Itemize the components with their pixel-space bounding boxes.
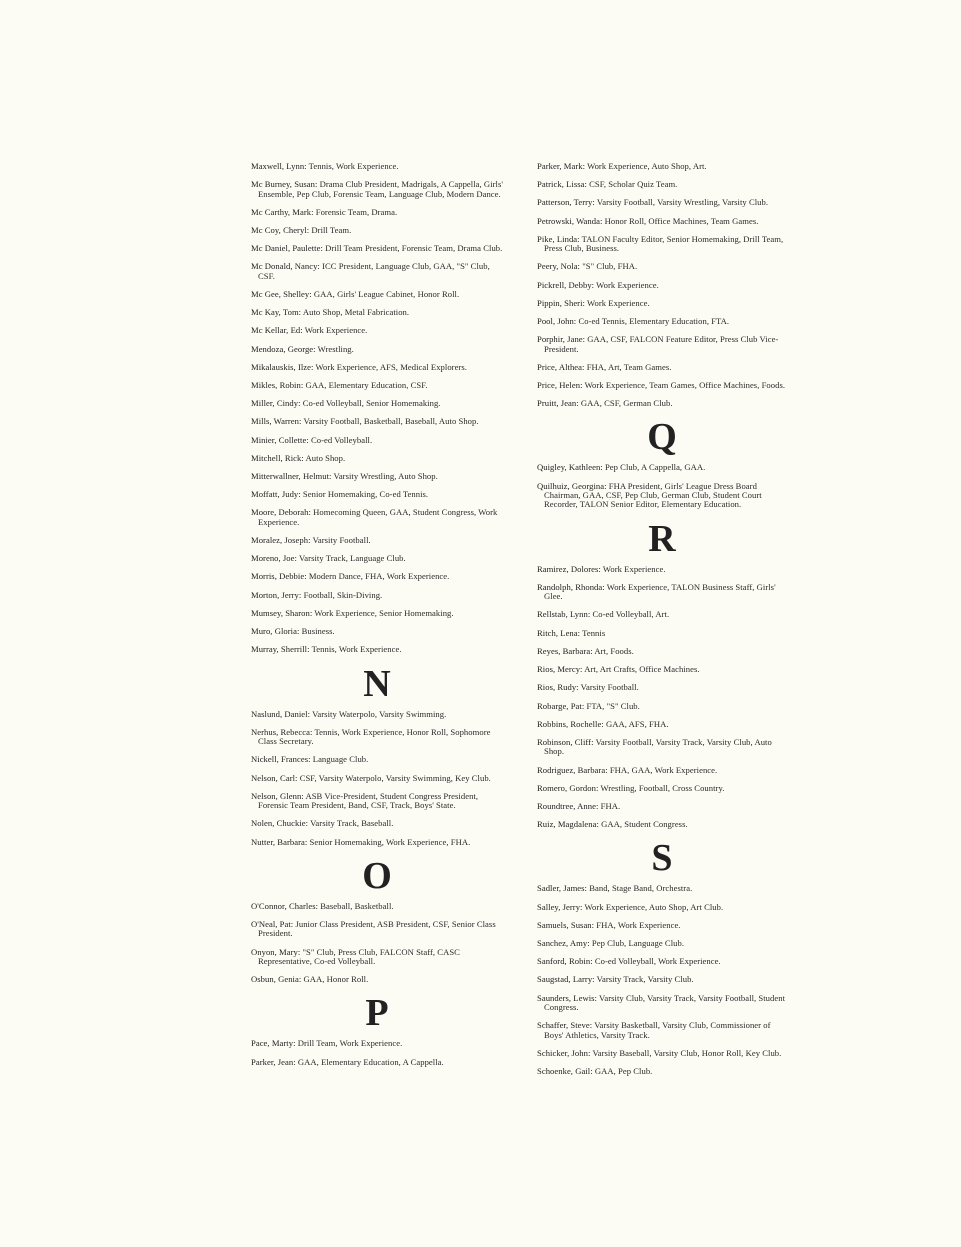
student-name: O'Neal, Pat: (251, 918, 294, 929)
student-entry (537, 335, 787, 354)
student-entry (251, 454, 503, 463)
student-activities: Varsity Wrestling, Auto Shop. (333, 471, 438, 482)
student-name: Mills, Warren: (251, 416, 302, 427)
student-activities: GAA, Pep Club. (594, 1065, 653, 1076)
student-name: Quigley, Kathleen: (537, 462, 603, 473)
student-entry (537, 565, 787, 574)
student-activities: Work Experience, Senior Homemaking. (314, 607, 454, 618)
student-name: Saunders, Lewis: (537, 992, 597, 1003)
student-activities: Work Experience, Team Games, Office Machines, Foods. (584, 380, 786, 391)
student-entry (251, 645, 503, 654)
student-name: Randolph, Rhonda: (537, 581, 605, 592)
student-name: Salley, Jerry: (537, 901, 583, 912)
student-activities: Co-ed Tennis, Elementary Education, FTA. (578, 316, 730, 327)
student-activities: Drill Team President, Forensic Team, Drama Club. (325, 243, 503, 254)
student-entry (251, 627, 503, 636)
student-entry (251, 308, 503, 317)
student-activities: Co-ed Volleyball. (311, 434, 373, 445)
student-name: Parker, Jean: (251, 1056, 296, 1067)
section-letter-heading: N (363, 662, 391, 705)
student-entry (537, 975, 787, 984)
student-entry (251, 417, 503, 426)
student-activities: CSF, Scholar Quiz Team. (589, 179, 678, 190)
student-name: Price, Helen: (537, 380, 583, 391)
student-name: Mc Burney, Susan: (251, 179, 318, 190)
student-name: O'Connor, Charles: (251, 900, 319, 911)
student-entry (537, 994, 787, 1013)
student-entry (251, 490, 503, 499)
student-name: Petrowski, Wanda: (537, 215, 603, 226)
student-entry (251, 948, 503, 967)
student-activities: Work Experience, TALON Business Staff, Girls' Glee. (544, 581, 776, 602)
student-name: Romero, Gordon: (537, 782, 599, 793)
student-activities: CSF, Varsity Waterpolo, Varsity Swimming, Key Club. (299, 772, 491, 783)
student-name: Minier, Collette: (251, 434, 309, 445)
student-activities: Co-ed Volleyball, Senior Homemaking. (302, 398, 441, 409)
student-entry (537, 463, 787, 472)
student-entry (537, 939, 787, 948)
student-name: Murray, Sherrill: (251, 644, 310, 655)
student-entry (251, 554, 503, 563)
student-activities: Work Experience. (602, 563, 666, 574)
student-name: Patrick, Lissa: (537, 179, 587, 190)
student-activities: Forensic Team, Drama. (315, 206, 398, 217)
student-entry (251, 326, 503, 335)
student-name: Mc Kay, Tom: (251, 307, 302, 318)
student-entry (251, 208, 503, 217)
student-entry (537, 1021, 787, 1040)
student-activities: Auto Shop, Metal Fabrication. (302, 307, 410, 318)
student-name: Pickrell, Debby: (537, 279, 595, 290)
student-entry (537, 381, 787, 390)
student-entry (537, 784, 787, 793)
student-activities: "S" Club, FHA. (582, 261, 638, 272)
student-activities: Work Experience. (304, 325, 368, 336)
student-name: Reyes, Barbara: (537, 645, 593, 656)
student-activities: Tennis, Work Experience, Honor Roll, Sophomore Class Secretary. (258, 726, 491, 747)
student-activities: Junior Class President, ASB President, CSF, Senior Class President. (258, 918, 496, 939)
student-name: Onyon, Mary: (251, 946, 301, 957)
section-letter-heading: R (648, 517, 676, 560)
student-activities: GAA, AFS, FHA. (605, 718, 669, 729)
student-entry (537, 629, 787, 638)
student-activities: GAA, Elementary Education, A Cappella. (297, 1056, 444, 1067)
student-name: Naslund, Daniel: (251, 708, 311, 719)
student-activities: Baseball, Basketball. (320, 900, 394, 911)
student-entry (251, 536, 503, 545)
student-activities: Varsity Club, Varsity Track, Varsity Football, Student Congress. (544, 992, 786, 1012)
student-entry (251, 774, 503, 783)
section-letter-heading: P (365, 992, 389, 1035)
section-letter-heading: Q (647, 416, 677, 459)
student-name: Sadler, James: (537, 883, 587, 894)
student-entry (251, 508, 503, 527)
student-name: Patterson, Terry: (537, 197, 595, 208)
student-entry (537, 820, 787, 829)
student-activities: FHA, Art, Team Games. (586, 361, 672, 372)
student-activities: Work Experience, Auto Shop, Art. (587, 161, 707, 171)
student-entry (537, 1049, 787, 1058)
student-name: Roundtree, Anne: (537, 800, 599, 811)
student-name: Rios, Rudy: (537, 682, 579, 693)
student-name: Rodriguez, Barbara: (537, 764, 608, 775)
student-name: Sanford, Robin: (537, 956, 593, 967)
student-entry (537, 299, 787, 308)
student-entry (537, 766, 787, 775)
student-entry (537, 317, 787, 326)
student-name: Nickell, Frances: (251, 754, 311, 765)
student-entry (251, 1058, 503, 1067)
student-activities: Auto Shop. (305, 452, 346, 463)
student-entry (537, 610, 787, 619)
student-name: Pool, John: (537, 316, 577, 327)
student-entry (537, 363, 787, 372)
student-entry (251, 902, 503, 911)
student-name: Miller, Cindy: (251, 398, 301, 409)
student-activities: FHA President, Girls' League Dress Board Chairman, GAA, CSF, Pep Club, German Club, Student Court Recorder, TALON Senior Editor, Elementary Education. (544, 480, 762, 510)
student-entry (537, 921, 787, 930)
student-name: Nutter, Barbara: (251, 836, 308, 847)
student-name: Nelson, Glenn: (251, 790, 304, 801)
student-name: Mitchell, Rick: (251, 452, 304, 463)
student-activities: Pep Club, Language Club. (591, 937, 685, 948)
student-activities: Co-ed Volleyball, Art. (592, 609, 670, 620)
student-activities: "S" Club, Press Club, FALCON Staff, CASC Representative, Co-ed Volleyball. (258, 946, 460, 966)
student-name: Moralez, Joseph: (251, 535, 311, 546)
student-name: Pike, Linda: (537, 233, 580, 244)
student-name: Robarge, Pat: (537, 700, 585, 711)
student-name: Schicker, John: (537, 1047, 591, 1058)
student-entry (251, 1039, 503, 1048)
student-name: Moreno, Joe: (251, 553, 297, 564)
student-activities: Varsity Football. (580, 682, 639, 693)
student-entry (251, 591, 503, 600)
student-entry (251, 381, 503, 390)
student-entry (537, 235, 787, 254)
student-activities: GAA, Girls' League Cabinet, Honor Roll. (313, 289, 460, 300)
student-activities: Drill Team. (311, 225, 352, 236)
student-name: Mc Coy, Cheryl: (251, 225, 310, 236)
student-name: Mc Daniel, Paulette: (251, 243, 323, 254)
student-name: Peery, Nola: (537, 261, 580, 272)
student-name: Mc Donald, Nancy: (251, 261, 320, 272)
student-activities: Varsity Track, Language Club. (299, 553, 406, 564)
student-activities: Work Experience, Auto Shop, Art Club. (584, 901, 724, 912)
student-entry (251, 472, 503, 481)
student-activities: Wrestling, Football, Cross Country. (600, 782, 725, 793)
student-activities: GAA, Student Congress. (601, 819, 688, 830)
student-entry (251, 399, 503, 408)
student-entry (537, 162, 787, 171)
student-name: Rios, Mercy: (537, 664, 583, 675)
student-activities: TALON Faculty Editor, Senior Homemaking, Drill Team, Press Club, Business. (544, 233, 784, 254)
student-entry (537, 738, 787, 757)
student-entry (251, 244, 503, 253)
student-activities: Business. (301, 626, 335, 637)
student-entry (537, 702, 787, 711)
student-activities: Art, Art Crafts, Office Machines. (584, 664, 700, 675)
student-name: Robbins, Rochelle: (537, 718, 604, 729)
student-name: Price, Althea: (537, 361, 585, 372)
student-entry (537, 217, 787, 226)
student-activities: Football, Skin-Diving. (303, 589, 383, 600)
student-name: Robinson, Cliff: (537, 736, 594, 747)
student-name: Nerhus, Rebecca: (251, 726, 313, 737)
student-entry (537, 884, 787, 893)
student-activities: Wrestling. (317, 343, 354, 354)
student-name: Porphir, Jane: (537, 334, 586, 345)
student-entry (537, 482, 787, 510)
student-name: Ramirez, Dolores: (537, 563, 601, 574)
student-entry (251, 819, 503, 828)
student-activities: Drill Team, Work Experience. (297, 1038, 403, 1049)
student-name: Mikalauskis, Ilze: (251, 361, 314, 372)
student-name: Pruitt, Jean: (537, 398, 579, 409)
student-activities: Honor Roll, Office Machines, Team Games. (604, 215, 759, 226)
student-activities: Varsity Basketball, Varsity Club, Commissioner of Boys' Athletics, Varsity Track. (544, 1020, 771, 1040)
student-name: Muro, Gloria: (251, 626, 300, 637)
student-name: Mc Kellar, Ed: (251, 325, 303, 336)
student-entry (537, 720, 787, 729)
student-name: Mumsey, Sharon: (251, 607, 313, 618)
student-activities: Work Experience. (596, 279, 659, 290)
student-entry (251, 436, 503, 445)
student-name: Samuels, Susan: (537, 919, 595, 930)
student-activities: GAA, Honor Roll. (303, 974, 369, 985)
left-column (251, 162, 503, 1076)
student-entry (537, 665, 787, 674)
student-entry (251, 290, 503, 299)
student-activities: Homecoming Queen, GAA, Student Congress, Work Experience. (258, 507, 498, 527)
student-activities: Varsity Football, Basketball, Baseball, Auto Shop. (303, 416, 479, 427)
student-name: Mendoza, George: (251, 343, 316, 354)
student-name: Mitterwallner, Helmut: (251, 471, 332, 482)
student-activities: Tennis, Work Experience. (311, 644, 402, 655)
student-activities: Art, Foods. (594, 645, 634, 656)
student-activities: Varsity Football, Varsity Wrestling, Varsity Club. (596, 197, 769, 208)
student-activities: Work Experience, AFS, Medical Explorers. (315, 361, 467, 372)
student-activities: FHA. (600, 800, 621, 811)
student-entry (537, 399, 787, 408)
student-entry (251, 792, 503, 811)
student-entry (251, 728, 503, 747)
student-name: Moffatt, Judy: (251, 489, 301, 500)
student-activities: Varsity Track, Varsity Club. (596, 974, 694, 985)
student-name: Pace, Marty: (251, 1038, 296, 1049)
student-entry (251, 755, 503, 764)
student-name: Quilhuiz, Georgina: (537, 480, 607, 491)
student-name: Mc Carthy, Mark: (251, 206, 314, 217)
student-entry (251, 262, 503, 281)
student-entry (537, 281, 787, 290)
student-activities: Modern Dance, FHA, Work Experience. (308, 571, 450, 582)
student-activities: Varsity Waterpolo, Varsity Swimming. (312, 708, 447, 719)
student-activities: Senior Homemaking, Work Experience, FHA. (309, 836, 471, 847)
student-name: Parker, Mark: (537, 161, 586, 171)
student-name: Schaffer, Steve: (537, 1020, 593, 1031)
student-name: Saugstad, Larry: (537, 974, 595, 985)
student-entry (537, 957, 787, 966)
student-activities: Varsity Baseball, Varsity Club, Honor Roll, Key Club. (592, 1047, 782, 1058)
student-entry (251, 226, 503, 235)
student-name: Mc Gee, Shelley: (251, 289, 312, 300)
section-letter-heading: S (651, 837, 673, 880)
student-entry (537, 583, 787, 602)
student-entry (251, 345, 503, 354)
student-activities: Co-ed Volleyball, Work Experience. (594, 956, 721, 967)
student-name: Ruiz, Magdalena: (537, 819, 599, 830)
student-entry (537, 903, 787, 912)
student-name: Pippin, Sheri: (537, 297, 585, 308)
student-activities: FHA, Work Experience. (596, 919, 681, 930)
student-entry (251, 609, 503, 618)
student-entry (251, 838, 503, 847)
student-activities: FTA, "S" Club. (586, 700, 640, 711)
student-activities: Varsity Football. (312, 535, 371, 546)
student-entry (537, 802, 787, 811)
student-activities: GAA, Elementary Education, CSF. (305, 380, 428, 391)
student-activities: Tennis (582, 627, 606, 638)
student-entry (251, 162, 503, 171)
student-name: Nelson, Carl: (251, 772, 298, 783)
student-activities: Varsity Track, Baseball. (310, 818, 394, 829)
student-activities: Drama Club President, Madrigals, A Cappella, Girls' Ensemble, Pep Club, Forensic Team, Language Club, Modern Dance. (258, 179, 503, 199)
student-name: Nolen, Chuckie: (251, 818, 309, 829)
student-name: Ritch, Lena: (537, 627, 581, 638)
student-activities: Varsity Football, Varsity Track, Varsity Club, Auto Shop. (544, 736, 772, 757)
student-entry (537, 683, 787, 692)
student-entry (251, 180, 503, 199)
section-letter-heading: O (362, 854, 392, 897)
student-entry (537, 1067, 787, 1076)
student-activities: Pep Club, A Cappella, GAA. (604, 462, 706, 473)
student-activities: Band, Stage Band, Orchestra. (589, 883, 693, 894)
student-activities: GAA, CSF, German Club. (580, 398, 673, 409)
student-name: Schoenke, Gail: (537, 1065, 593, 1076)
student-entry (251, 710, 503, 719)
student-name: Rellstab, Lynn: (537, 609, 591, 620)
student-activities: Work Experience. (587, 297, 650, 308)
student-entry (251, 572, 503, 581)
student-activities: ICC President, Language Club, GAA, "S" Club, CSF. (258, 261, 490, 281)
student-entry (537, 180, 787, 189)
student-activities: GAA, CSF, FALCON Feature Editor, Press Club Vice-President. (544, 334, 779, 354)
student-entry (251, 975, 503, 984)
student-activities: Senior Homemaking, Co-ed Tennis. (302, 489, 429, 500)
student-name: Maxwell, Lynn: (251, 161, 307, 171)
student-activities: Tennis, Work Experience. (308, 161, 399, 171)
student-activities: FHA, GAA, Work Experience. (609, 764, 718, 775)
student-name: Osbun, Genia: (251, 974, 302, 985)
student-entry (537, 198, 787, 207)
student-name: Mikles, Robin: (251, 380, 304, 391)
student-entry (537, 647, 787, 656)
right-column (537, 162, 787, 1085)
student-name: Morton, Jerry: (251, 589, 302, 600)
student-name: Sanchez, Amy: (537, 937, 590, 948)
student-entry (251, 920, 503, 939)
student-activities: Language Club. (312, 754, 369, 765)
student-activities: ASB Vice-President, Student Congress President, Forensic Team President, Band, CSF, Track, Boys' State. (258, 790, 479, 811)
student-entry (537, 262, 787, 271)
student-name: Moore, Deborah: (251, 507, 311, 518)
student-name: Morris, Debbie: (251, 571, 307, 582)
student-entry (251, 363, 503, 372)
